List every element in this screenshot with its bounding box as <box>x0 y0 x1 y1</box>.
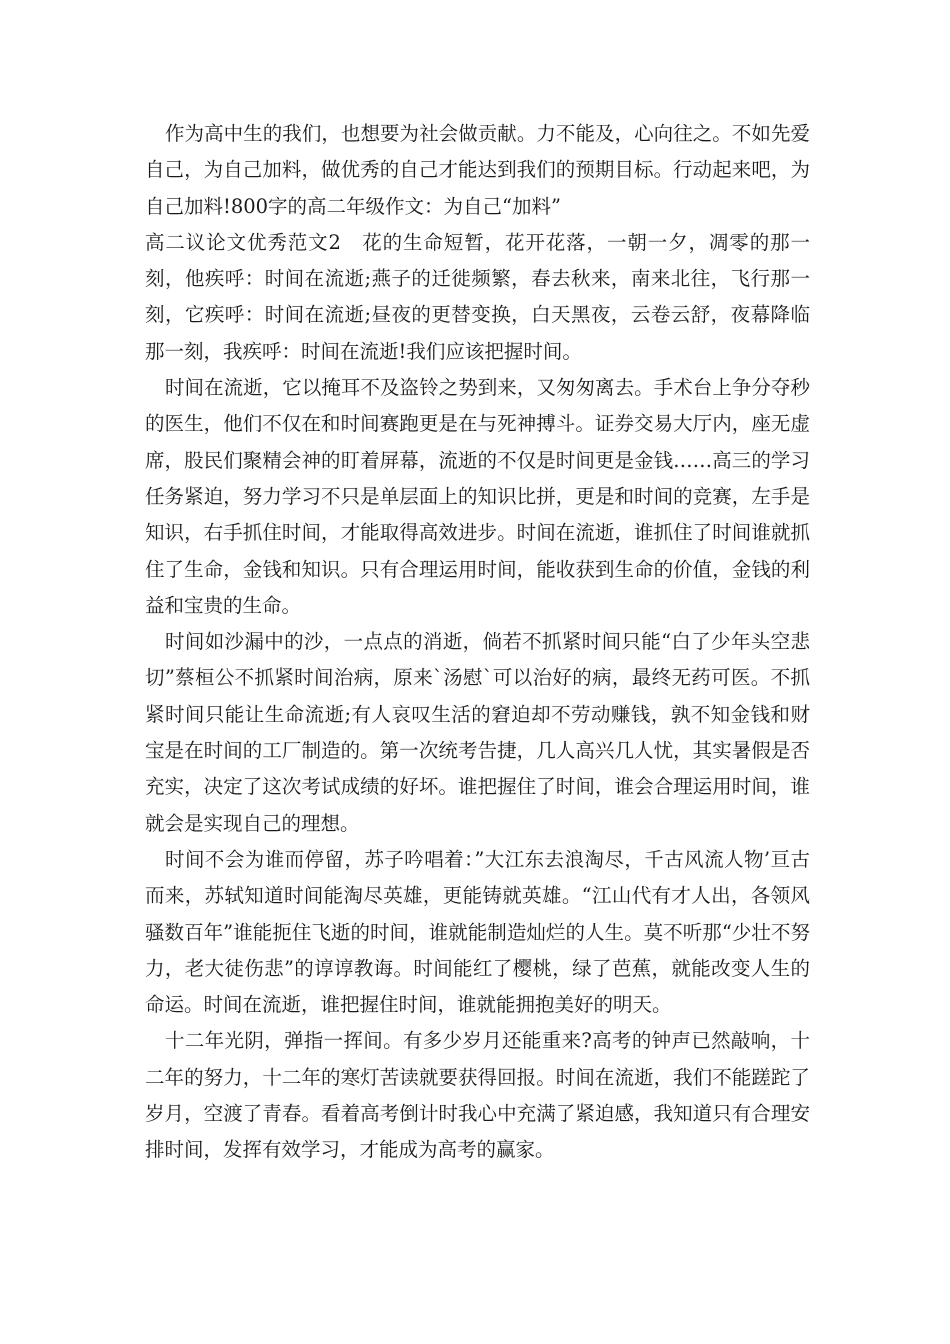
paragraph-hourglass: 时间如沙漏中的沙，一点点的消逝，倘若不抓紧时间只能“白了少年头空悲切”蔡桓公不抓紧时间治病，原来`汤慰`可以治好的病，最终无药可医。不抓紧时间只能让生命流逝;有人哀叹生活的窘迫却不劳动赚钱，孰不知金钱和财宝是在时间的工厂制造的。第一次统考告捷，几人高兴几人忧，其实暑假是否充实，决定了这次考试成绩的好坏。谁把握住了时间，谁会合理运用时间，谁就会是实现自己的理想。 <box>145 630 810 835</box>
paragraph-twelve-years: 十二年光阴，弹指一挥间。有多少岁月还能重来?高考的钟声已然敲响，十二年的努力，十二年的寒灯苦读就要获得回报。时间在流逝，我们不能蹉跎了岁月，空渡了青春。看着高考倒计时我心中充满了紧迫感，我知道只有合理安排时间，发挥有效学习，才能成为高考的赢家。 <box>145 1029 810 1162</box>
paragraph-time-flows: 时间在流逝，它以掩耳不及盗铃之势到来，又匆匆离去。手术台上争分夺秒的医生，他们不仅在和时间赛跑更是在与死神搏斗。证券交易大厅内，座无虚席，股民们聚精会神的盯着屏幕，流逝的不仅是时间更是金钱……高三的学习任务紧迫，努力学习不只是单层面上的知识比拼，更是和时间的竞赛，左手是知识，右手抓住时间，才能取得高效进步。时间在流逝，谁抓住了时间谁就抓住了生命，金钱和知识。只有合理运用时间，能收获到生命的价值，金钱的利益和宝贵的生命。 <box>145 376 810 617</box>
paragraph-su-shi: 时间不会为谁而停留，苏子吟唱着：”大江东去浪淘尽，千古风流人物’亘古而来，苏轼知道时间能淘尽英雄，更能铸就英雄。“江山代有才人出，各领风骚数百年”谁能扼住飞逝的时间，谁就能制造灿烂的人生。莫不听那“少壮不努力，老大徒伤悲”的谆谆教诲。时间能红了樱桃，绿了芭蕉，就能改变人生的命运。时间在流逝，谁把握住时间，谁就能拥抱美好的明天。 <box>145 847 810 1017</box>
paragraph-intro: 作为高中生的我们，也想要为社会做贡献。力不能及，心向往之。不如先爱自己，为自己加料，做优秀的自己才能达到我们的预期目标。行动起来吧，为自己加料!800字的高二年级作文：为自己“加料” <box>145 122 810 218</box>
paragraph-essay-2-opening: 高二议论文优秀范文2 花的生命短暂，花开花落，一朝一夕，凋零的那一刻，他疾呼：时间在流逝;燕子的迁徙频繁，春去秋来，南来北往，飞行那一刻，它疾呼：时间在流逝;昼夜的更替变换，白天黑夜，云卷云舒，夜幕降临那一刻，我疾呼：时间在流逝!我们应该把握时间。 <box>145 230 810 363</box>
